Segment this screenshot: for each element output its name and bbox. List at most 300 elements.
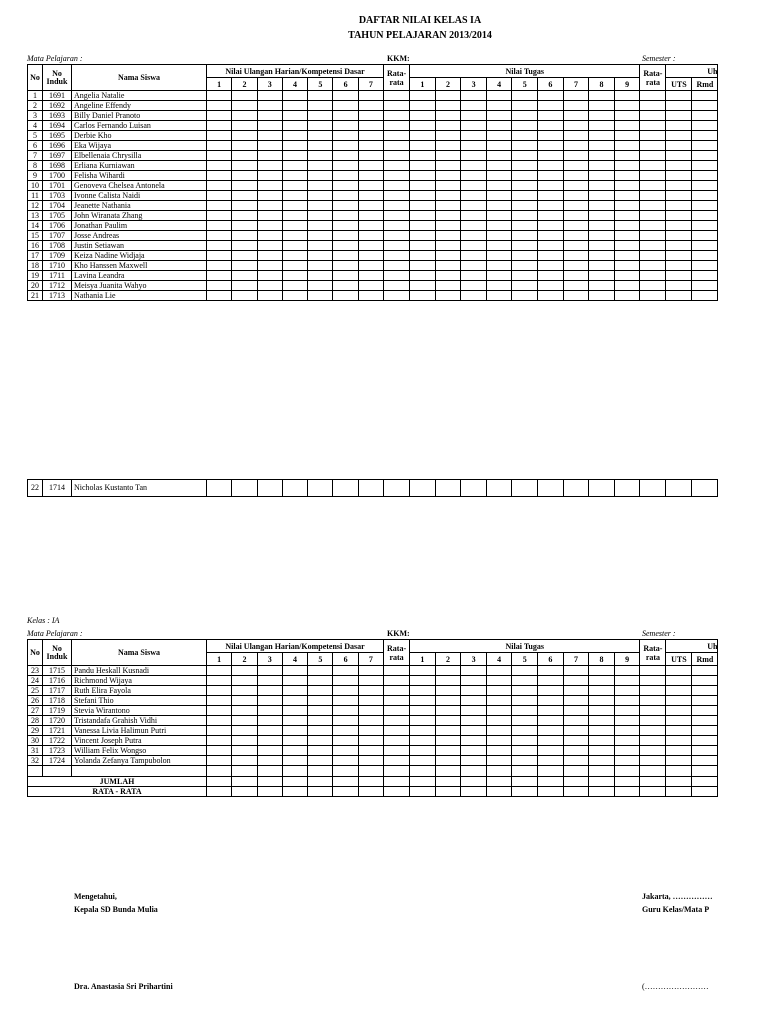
grade-cell	[614, 101, 640, 111]
grade-cell	[232, 261, 257, 271]
kelas-label: Kelas : IA	[27, 616, 60, 625]
grade-cell	[358, 261, 383, 271]
row-nama: Angeline Effendy	[72, 101, 207, 111]
grade-cell	[384, 191, 410, 201]
row-nama: Kho Hanssen Maxwell	[72, 261, 207, 271]
grade-cell	[563, 101, 589, 111]
grade-cell	[666, 121, 692, 131]
grade-cell	[308, 716, 333, 726]
grade-cell	[410, 221, 436, 231]
grade-cell	[28, 766, 43, 777]
grade-cell	[384, 271, 410, 281]
grade-cell	[640, 736, 666, 746]
grade-cell	[358, 686, 383, 696]
grade-cell	[282, 151, 307, 161]
grade-cell	[358, 696, 383, 706]
grade-cell	[257, 241, 282, 251]
grade-cell	[692, 231, 718, 241]
table-row	[28, 746, 718, 756]
header-tugas-col: 1	[410, 653, 436, 666]
grade-cell	[384, 101, 410, 111]
header-no: No	[28, 65, 43, 91]
row-nama: William Felix Wongso	[72, 746, 207, 756]
grade-cell	[666, 211, 692, 221]
grade-cell	[538, 291, 564, 301]
row-no-induk: 1710	[43, 261, 72, 271]
grade-cell	[384, 171, 410, 181]
row-no: 21	[28, 291, 43, 301]
grade-cell	[282, 201, 307, 211]
grade-cell	[358, 211, 383, 221]
grade-cell	[666, 191, 692, 201]
grade-cell	[308, 726, 333, 736]
grade-cell	[461, 271, 487, 281]
header-nama: Nama Siswa	[72, 65, 207, 91]
row-nama: Nathania Lie	[72, 291, 207, 301]
grade-cell	[589, 676, 615, 686]
header-ulangan: Nilai Ulangan Harian/Kompetensi Dasar	[207, 640, 384, 653]
grade-cell	[333, 686, 358, 696]
grade-cell	[666, 676, 692, 686]
grade-cell	[384, 241, 410, 251]
grade-cell	[589, 101, 615, 111]
grade-cell	[384, 666, 410, 676]
grade-cell	[461, 756, 487, 766]
grade-cell	[435, 787, 461, 797]
grade-cell	[461, 736, 487, 746]
grade-cell	[333, 121, 358, 131]
table-row	[28, 111, 718, 121]
grade-cell	[257, 291, 282, 301]
table-row	[28, 171, 718, 181]
grade-cell	[358, 111, 383, 121]
grade-cell	[563, 161, 589, 171]
grade-cell	[435, 696, 461, 706]
table-row	[28, 201, 718, 211]
grade-cell	[308, 241, 333, 251]
grade-cell	[692, 271, 718, 281]
grade-cell	[308, 231, 333, 241]
grade-cell	[512, 131, 538, 141]
grade-cell	[333, 231, 358, 241]
grade-cell	[232, 480, 257, 497]
header-tugas: Nilai Tugas	[410, 640, 640, 653]
grade-cell	[461, 686, 487, 696]
grade-cell	[512, 241, 538, 251]
grade-cell	[435, 716, 461, 726]
grade-cell	[435, 736, 461, 746]
grade-cell	[692, 666, 718, 676]
grade-cell	[333, 151, 358, 161]
grade-cell	[358, 101, 383, 111]
header-tugas: Nilai Tugas	[410, 65, 640, 78]
row-nama: Genoveva Chelsea Antonela	[72, 181, 207, 191]
grade-cell	[614, 221, 640, 231]
grade-cell	[435, 706, 461, 716]
table-row	[28, 251, 718, 261]
grade-cell	[692, 191, 718, 201]
grade-cell	[410, 271, 436, 281]
grade-cell	[614, 676, 640, 686]
grade-cell	[410, 666, 436, 676]
grade-cell	[589, 666, 615, 676]
grade-cell	[512, 676, 538, 686]
grade-cell	[232, 281, 257, 291]
sig-right-line2: Guru Kelas/Mata P	[642, 905, 710, 914]
grade-cell	[232, 291, 257, 301]
grade-cell	[410, 746, 436, 756]
grade-cell	[614, 231, 640, 241]
grade-cell	[486, 161, 512, 171]
row-no: 17	[28, 251, 43, 261]
grade-cell	[308, 281, 333, 291]
grade-cell	[282, 101, 307, 111]
grade-cell	[308, 191, 333, 201]
grade-cell	[538, 716, 564, 726]
grade-cell	[461, 121, 487, 131]
grade-cell	[282, 766, 307, 777]
grade-cell	[692, 706, 718, 716]
grade-cell	[614, 261, 640, 271]
grade-cell	[589, 91, 615, 101]
grade-cell	[207, 281, 232, 291]
grade-cell	[614, 251, 640, 261]
grade-cell	[563, 111, 589, 121]
row-nama: John Wiranata Zhang	[72, 211, 207, 221]
grade-cell	[666, 101, 692, 111]
grade-cell	[589, 281, 615, 291]
grade-cell	[207, 91, 232, 101]
grade-cell	[563, 736, 589, 746]
grade-cell	[384, 706, 410, 716]
grade-cell	[461, 676, 487, 686]
sig-left-line1: Mengetahui,	[74, 892, 117, 901]
row-no-induk: 1716	[43, 676, 72, 686]
table-row	[28, 696, 718, 706]
grade-cell	[333, 131, 358, 141]
row-no-induk: 1718	[43, 696, 72, 706]
grade-cell	[614, 726, 640, 736]
grade-cell	[666, 151, 692, 161]
row-no-induk: 1694	[43, 121, 72, 131]
grade-cell	[257, 141, 282, 151]
grade-cell	[563, 787, 589, 797]
grade-cell	[435, 777, 461, 787]
table-row	[28, 676, 718, 686]
document-title: DAFTAR NILAI KELAS IA	[358, 15, 482, 26]
grade-cell	[512, 201, 538, 211]
grade-cell	[333, 281, 358, 291]
grade-cell	[410, 161, 436, 171]
grade-cell	[257, 191, 282, 201]
grade-cell	[410, 686, 436, 696]
row-nama: Eka Wijaya	[72, 141, 207, 151]
grade-cell	[333, 211, 358, 221]
table-row	[28, 121, 718, 131]
sig-left-name: Dra. Anastasia Sri Prihartini	[74, 982, 173, 991]
grade-cell	[333, 777, 358, 787]
grade-cell	[410, 211, 436, 221]
grade-cell	[232, 191, 257, 201]
header-ulangan-col: 2	[232, 78, 257, 91]
grade-cell	[563, 726, 589, 736]
grade-cell	[666, 91, 692, 101]
grade-cell	[257, 111, 282, 121]
header-uh: Uh	[666, 640, 718, 653]
grade-cell	[486, 261, 512, 271]
grade-cell	[666, 271, 692, 281]
grade-cell	[384, 131, 410, 141]
grade-cell	[486, 696, 512, 706]
header-ulangan-col: 6	[333, 653, 358, 666]
grade-cell	[563, 201, 589, 211]
grade-cell	[358, 726, 383, 736]
header-no-induk: No Induk	[43, 640, 72, 666]
row-no: 29	[28, 726, 43, 736]
grade-cell	[308, 221, 333, 231]
grade-cell	[410, 777, 436, 787]
grade-cell	[640, 141, 666, 151]
grade-cell	[257, 201, 282, 211]
grade-cell	[563, 191, 589, 201]
grade-cell	[512, 261, 538, 271]
grade-cell	[563, 676, 589, 686]
grade-cell	[435, 141, 461, 151]
grade-cell	[207, 151, 232, 161]
grade-cell	[410, 736, 436, 746]
row-no: 19	[28, 271, 43, 281]
grade-cell	[692, 746, 718, 756]
row-nama: Vanessa Livia Halimun Putri	[72, 726, 207, 736]
grade-cell	[308, 766, 333, 777]
grade-cell	[512, 101, 538, 111]
grade-cell	[640, 291, 666, 301]
grade-cell	[207, 261, 232, 271]
row-no: 3	[28, 111, 43, 121]
grade-cell	[282, 746, 307, 756]
grade-cell	[384, 766, 410, 777]
grade-cell	[207, 726, 232, 736]
grade-cell	[692, 766, 718, 777]
grade-cell	[384, 676, 410, 686]
grade-cell	[282, 181, 307, 191]
grade-cell	[614, 271, 640, 281]
grade-table-3	[27, 639, 718, 797]
grade-cell	[486, 686, 512, 696]
grade-cell	[486, 756, 512, 766]
grade-cell	[538, 271, 564, 281]
sig-right-line1: Jakarta, ……………	[642, 892, 713, 901]
grade-cell	[207, 766, 232, 777]
grade-cell	[486, 141, 512, 151]
header-ulangan-col: 4	[282, 78, 307, 91]
header-ulangan-col: 1	[207, 653, 232, 666]
grade-cell	[538, 281, 564, 291]
grade-cell	[232, 151, 257, 161]
grade-cell	[333, 291, 358, 301]
grade-cell	[282, 706, 307, 716]
grade-cell	[666, 181, 692, 191]
kkm-label: KKM:	[387, 54, 410, 63]
grade-cell	[666, 241, 692, 251]
grade-cell	[358, 746, 383, 756]
grade-cell	[538, 746, 564, 756]
document-subtitle: TAHUN PELAJARAN 2013/2014	[348, 30, 492, 41]
grade-cell	[589, 736, 615, 746]
grade-cell	[563, 271, 589, 281]
grade-cell	[512, 281, 538, 291]
grade-cell	[640, 480, 666, 497]
grade-cell	[333, 141, 358, 151]
grade-cell	[692, 161, 718, 171]
grade-cell	[358, 756, 383, 766]
grade-cell	[461, 111, 487, 121]
grade-cell	[692, 787, 718, 797]
row-no: 32	[28, 756, 43, 766]
header-tugas-col: 2	[435, 653, 461, 666]
grade-cell	[358, 291, 383, 301]
table-row	[28, 281, 718, 291]
grade-cell	[410, 766, 436, 777]
header-no: No	[28, 640, 43, 666]
grade-cell	[257, 151, 282, 161]
grade-cell	[563, 716, 589, 726]
grade-cell	[207, 686, 232, 696]
grade-cell	[257, 271, 282, 281]
grade-cell	[563, 281, 589, 291]
grade-cell	[308, 171, 333, 181]
grade-cell	[232, 211, 257, 221]
jumlah-row	[28, 777, 718, 787]
row-no: 6	[28, 141, 43, 151]
grade-cell	[232, 91, 257, 101]
row-no-induk: 1696	[43, 141, 72, 151]
grade-cell	[461, 181, 487, 191]
grade-cell	[692, 261, 718, 271]
grade-cell	[461, 161, 487, 171]
grade-cell	[410, 241, 436, 251]
grade-cell	[410, 716, 436, 726]
grade-cell	[207, 241, 232, 251]
grade-cell	[308, 121, 333, 131]
grade-cell	[461, 221, 487, 231]
grade-cell	[384, 281, 410, 291]
header-rata-2: Rata-rata	[640, 640, 666, 666]
grade-cell	[308, 696, 333, 706]
grade-cell	[461, 151, 487, 161]
mata-pelajaran-label-2: Mata Pelajaran :	[27, 629, 83, 638]
grade-cell	[589, 211, 615, 221]
grade-cell	[692, 281, 718, 291]
grade-cell	[282, 756, 307, 766]
grade-cell	[589, 696, 615, 706]
grade-cell	[692, 756, 718, 766]
grade-cell	[207, 201, 232, 211]
header-nama: Nama Siswa	[72, 640, 207, 666]
row-no: 24	[28, 676, 43, 686]
grade-cell	[358, 201, 383, 211]
header-tugas-col: 1	[410, 78, 436, 91]
grade-cell	[640, 706, 666, 716]
grade-cell	[589, 111, 615, 121]
grade-cell	[614, 706, 640, 716]
grade-cell	[563, 706, 589, 716]
header-rata-2: Rata-rata	[640, 65, 666, 91]
grade-cell	[308, 91, 333, 101]
grade-cell	[512, 696, 538, 706]
grade-cell	[461, 777, 487, 787]
grade-cell	[666, 111, 692, 121]
grade-cell	[614, 766, 640, 777]
table-row	[28, 181, 718, 191]
grade-cell	[538, 251, 564, 261]
grade-cell	[232, 666, 257, 676]
grade-cell	[614, 171, 640, 181]
grade-cell	[232, 686, 257, 696]
grade-cell	[640, 151, 666, 161]
grade-cell	[666, 251, 692, 261]
grade-cell	[666, 696, 692, 706]
grade-cell	[666, 716, 692, 726]
grade-cell	[563, 141, 589, 151]
grade-cell	[232, 777, 257, 787]
grade-cell	[538, 261, 564, 271]
grade-cell	[486, 221, 512, 231]
row-no-induk: 1711	[43, 271, 72, 281]
row-no: 1	[28, 91, 43, 101]
grade-cell	[384, 91, 410, 101]
table-row	[28, 161, 718, 171]
grade-cell	[282, 141, 307, 151]
grade-cell	[692, 777, 718, 787]
grade-cell	[512, 726, 538, 736]
grade-cell	[207, 221, 232, 231]
grade-cell	[589, 756, 615, 766]
row-nama: Tristandafa Grahish Vidhi	[72, 716, 207, 726]
grade-cell	[333, 251, 358, 261]
grade-cell	[308, 676, 333, 686]
row-no-induk: 1700	[43, 171, 72, 181]
grade-cell	[563, 251, 589, 261]
grade-cell	[640, 666, 666, 676]
header-tugas-col: 7	[563, 78, 589, 91]
grade-cell	[435, 291, 461, 301]
header-uts: UTS	[666, 78, 692, 91]
row-no: 18	[28, 261, 43, 271]
grade-cell	[692, 726, 718, 736]
grade-cell	[486, 181, 512, 191]
grade-cell	[207, 676, 232, 686]
grade-cell	[207, 706, 232, 716]
grade-cell	[512, 706, 538, 716]
grade-cell	[333, 480, 358, 497]
grade-cell	[486, 706, 512, 716]
grade-cell	[257, 696, 282, 706]
table-row	[28, 766, 718, 777]
grade-cell	[384, 111, 410, 121]
header-ulangan-col: 1	[207, 78, 232, 91]
grade-cell	[461, 191, 487, 201]
header-tugas-col: 4	[486, 653, 512, 666]
grade-cell	[538, 696, 564, 706]
grade-cell	[692, 131, 718, 141]
row-no-induk: 1692	[43, 101, 72, 111]
row-no-induk: 1695	[43, 131, 72, 141]
grade-cell	[692, 696, 718, 706]
grade-cell	[614, 121, 640, 131]
grade-cell	[308, 736, 333, 746]
grade-cell	[358, 121, 383, 131]
